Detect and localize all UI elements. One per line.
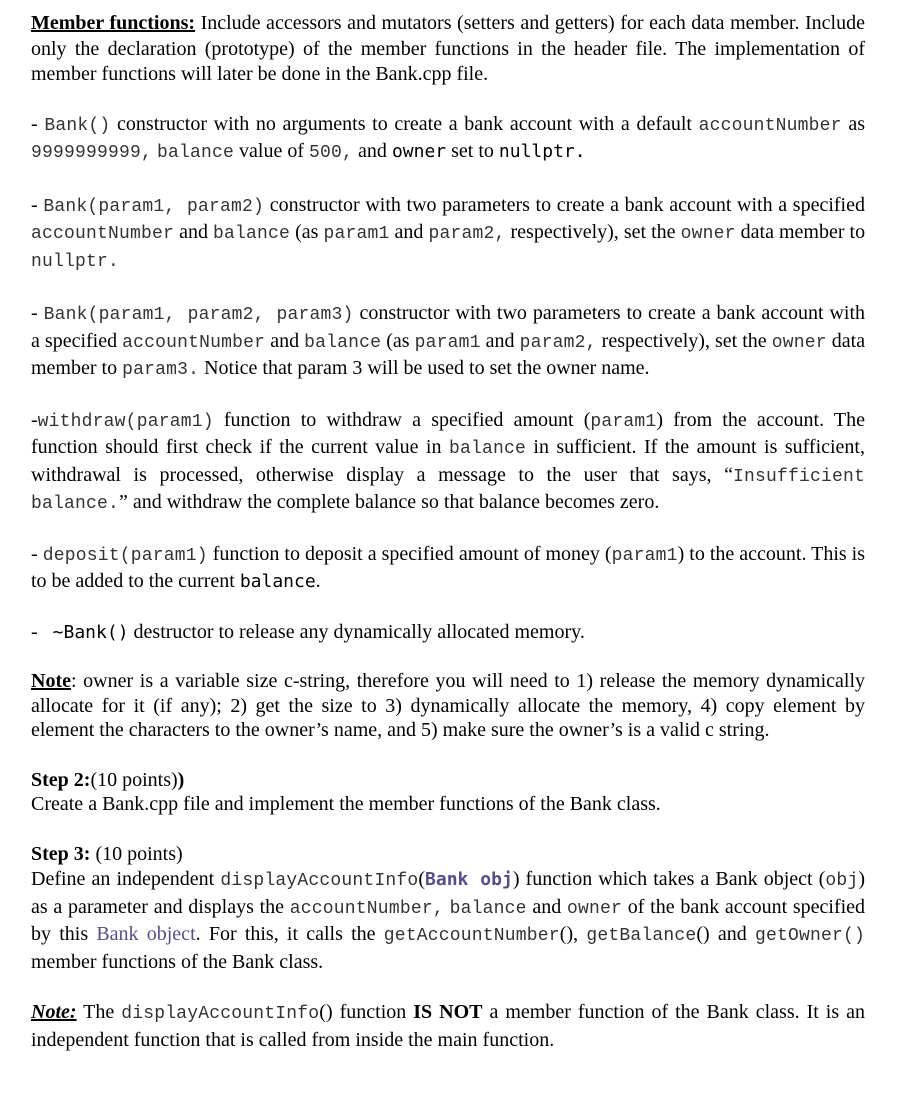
member-functions-heading: Member functions: [31, 12, 196, 34]
code-withdraw: withdraw(param1) [37, 411, 214, 432]
note-owner-paragraph: Note: owner is a variable size c-string, therefore you will need to 1) release the memory dynamically allocate for it (if any); 2) get the size to 3) dynamically allocate the memory, 4) copy element by element the characters to the owner’s name, and 5) make sure the owner’s is a valid c string. [31, 670, 865, 741]
code-balance: balance [157, 143, 235, 163]
step3-points: (10 points) [95, 842, 183, 865]
code-bank-three-param: Bank(param1, param2, param3) [43, 305, 354, 325]
is-not-emphasis: IS NOT [413, 1001, 483, 1023]
code-bank-obj: Bank obj [425, 869, 513, 890]
bank-object-text: Bank object [96, 923, 196, 945]
destructor-item: - ~Bank() destructor to release any dynamically allocated memory. [31, 620, 585, 643]
code-owner: owner [391, 141, 447, 162]
step2-paragraph: Step 2:(10 points)) Create a Bank.cpp file and implement the member functions of the Bank class. [31, 768, 661, 815]
three-param-constructor-item: - Bank(param1, param2, param3) constructor with two parameters to create a bank account with a specified accountNumber and balance (as param1 and param2, respectively), set the owner data member to param3. Notice that param 3 will be used to set the owner name. [31, 302, 866, 380]
document-page [31, 11, 865, 1053]
member-functions-paragraph [31, 11, 865, 88]
deposit-item: - deposit(param1) function to deposit a specified amount of money (param1) to the account. This is to be added to the current balance. [31, 542, 866, 592]
code-500: 500, [309, 143, 354, 163]
note2-label: Note: [31, 1001, 77, 1023]
withdraw-item: -withdraw(param1) function to withdraw a specified amount (param1) from the account. The function should first check if the current value in balance in sufficient. If the amount is sufficient, withdrawal is processed, otherwise display a message to the user that says, “Insufficient balance.” and withdraw the complete balance so that balance becomes zero. [31, 408, 866, 514]
note-label: Note [31, 670, 71, 692]
step2-text: Create a Bank.cpp file and implement the member functions of the Bank class. [31, 793, 661, 815]
code-bank-default: Bank() [44, 115, 111, 136]
code-destructor: ~Bank() [52, 621, 129, 643]
code-display-account-info: displayAccountInfo [220, 871, 419, 891]
two-param-constructor-item: - Bank(param1, param2) constructor with two parameters to create a bank account with a specified accountNumber and balance (as param1 and param2, respectively), set the owner data member to nullptr. [31, 193, 866, 272]
code-deposit: deposit(param1) [42, 545, 208, 566]
code-default-number: 9999999999, [31, 143, 153, 163]
code-nullptr: nullptr. [498, 141, 586, 162]
step2-label: Step 2: [31, 768, 91, 791]
note-display-paragraph: Note: The displayAccountInfo() function IS NOT a member function of the Bank class. It is an independent function that is called from inside the main function. [31, 1001, 865, 1051]
step3-label: Step 3: [31, 842, 96, 865]
step2-points: (10 points) [90, 768, 178, 791]
code-bank-two-param: Bank(param1, param2) [43, 196, 265, 217]
step3-paragraph: Step 3: (10 points) Define an independent displayAccountInfo(Bank obj) function which takes a Bank object (obj) as a parameter and displays the accountNumber, balance and owner of the bank account specified by this Bank object. For this, it calls the getAccountNumber(), getBalance() and getOwner() member functions of the Bank class. [31, 842, 866, 973]
code-accountnumber: accountNumber [698, 115, 842, 136]
member-functions-text: Include accessors and mutators (setters and getters) for each data member. Include only the declaration (prototype) of the member functions in the header file. The implementation of member functions will later be done in the Bank.cpp file. [31, 12, 865, 85]
code-insufficient-message: Insufficient balance. [31, 466, 865, 514]
default-constructor-item: - Bank() constructor with no arguments to create a bank account with a default accountNumber as 9999999999, balance value of 500, and owner set to nullptr. [31, 112, 866, 163]
